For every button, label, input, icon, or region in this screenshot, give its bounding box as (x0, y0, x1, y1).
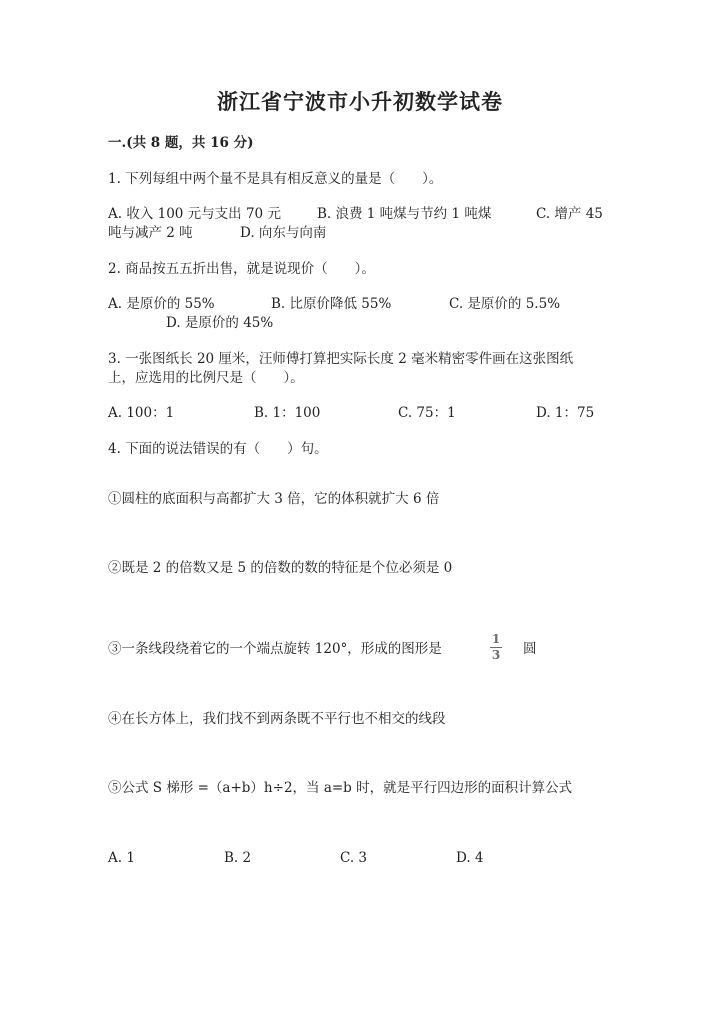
question-3-stem-continued: 上，应选用的比例尺是（ ）。 (108, 370, 304, 386)
question-4-option-a: A. 1 (108, 850, 135, 866)
page-title: 浙江省宁波市小升初数学试卷 (217, 89, 503, 114)
question-3-option-a: A. 100：1 (108, 405, 175, 421)
question-2-option-b: B. 比原价降低 55% (271, 296, 392, 312)
section-header: 一.(共 8 题，共 16 分) (108, 135, 254, 151)
question-1-stem: 1. 下列每组中两个量不是具有相反意义的量是（ ）。 (108, 171, 443, 187)
question-2-stem: 2. 商品按五五折出售，就是说现价（ ）。 (108, 261, 375, 277)
question-1-option-c-continued: 吨与减产 2 吨 (108, 225, 193, 241)
question-3-stem: 3. 一张图纸长 20 厘米，汪师傅打算把实际长度 2 毫米精密零件画在这张图纸 (108, 351, 574, 367)
question-4-option-b: B. 2 (224, 850, 252, 866)
question-1-option-c: C. 增产 45 (536, 206, 603, 222)
question-1-option-a: A. 收入 100 元与支出 70 元 (108, 206, 281, 222)
question-4-statement-4: ④在长方体上，我们找不到两条既不平行也不相交的线段 (108, 711, 446, 727)
question-2-option-d: D. 是原价的 45% (166, 315, 274, 331)
question-4-stem: 4. 下面的说法错误的有（ ）句。 (108, 441, 328, 457)
fraction-numerator: 1 (491, 632, 501, 646)
question-1-option-b: B. 浪费 1 吨煤与节约 1 吨煤 (317, 206, 492, 222)
question-4-statement-3-tail: 圆 (523, 641, 537, 657)
fraction-one-third (489, 633, 503, 662)
question-3-option-d: D. 1：75 (536, 405, 595, 421)
question-4-option-d: D. 4 (456, 850, 484, 866)
question-4-statement-2: ②既是 2 的倍数又是 5 的倍数的数的特征是个位必须是 0 (108, 560, 453, 576)
question-1-option-d: D. 向东与向南 (240, 225, 327, 241)
fraction-denominator: 3 (491, 648, 501, 662)
question-2-option-a: A. 是原价的 55% (108, 296, 215, 312)
question-4-statement-5: ⑤公式 S 梯形 =（a+b）h÷2，当 a=b 时，就是平行四边形的面积计算公式 (108, 780, 573, 796)
question-3-option-c: C. 75：1 (398, 405, 456, 421)
question-4-statement-1: ①圆柱的底面积与高都扩大 3 倍，它的体积就扩大 6 倍 (108, 491, 440, 507)
question-3-option-b: B. 1：100 (254, 405, 321, 421)
question-2-option-c: C. 是原价的 5.5% (449, 296, 561, 312)
question-4-statement-3: ③一条线段绕着它的一个端点旋转 120°，形成的图形是 (108, 641, 442, 657)
question-4-option-c: C. 3 (340, 850, 368, 866)
